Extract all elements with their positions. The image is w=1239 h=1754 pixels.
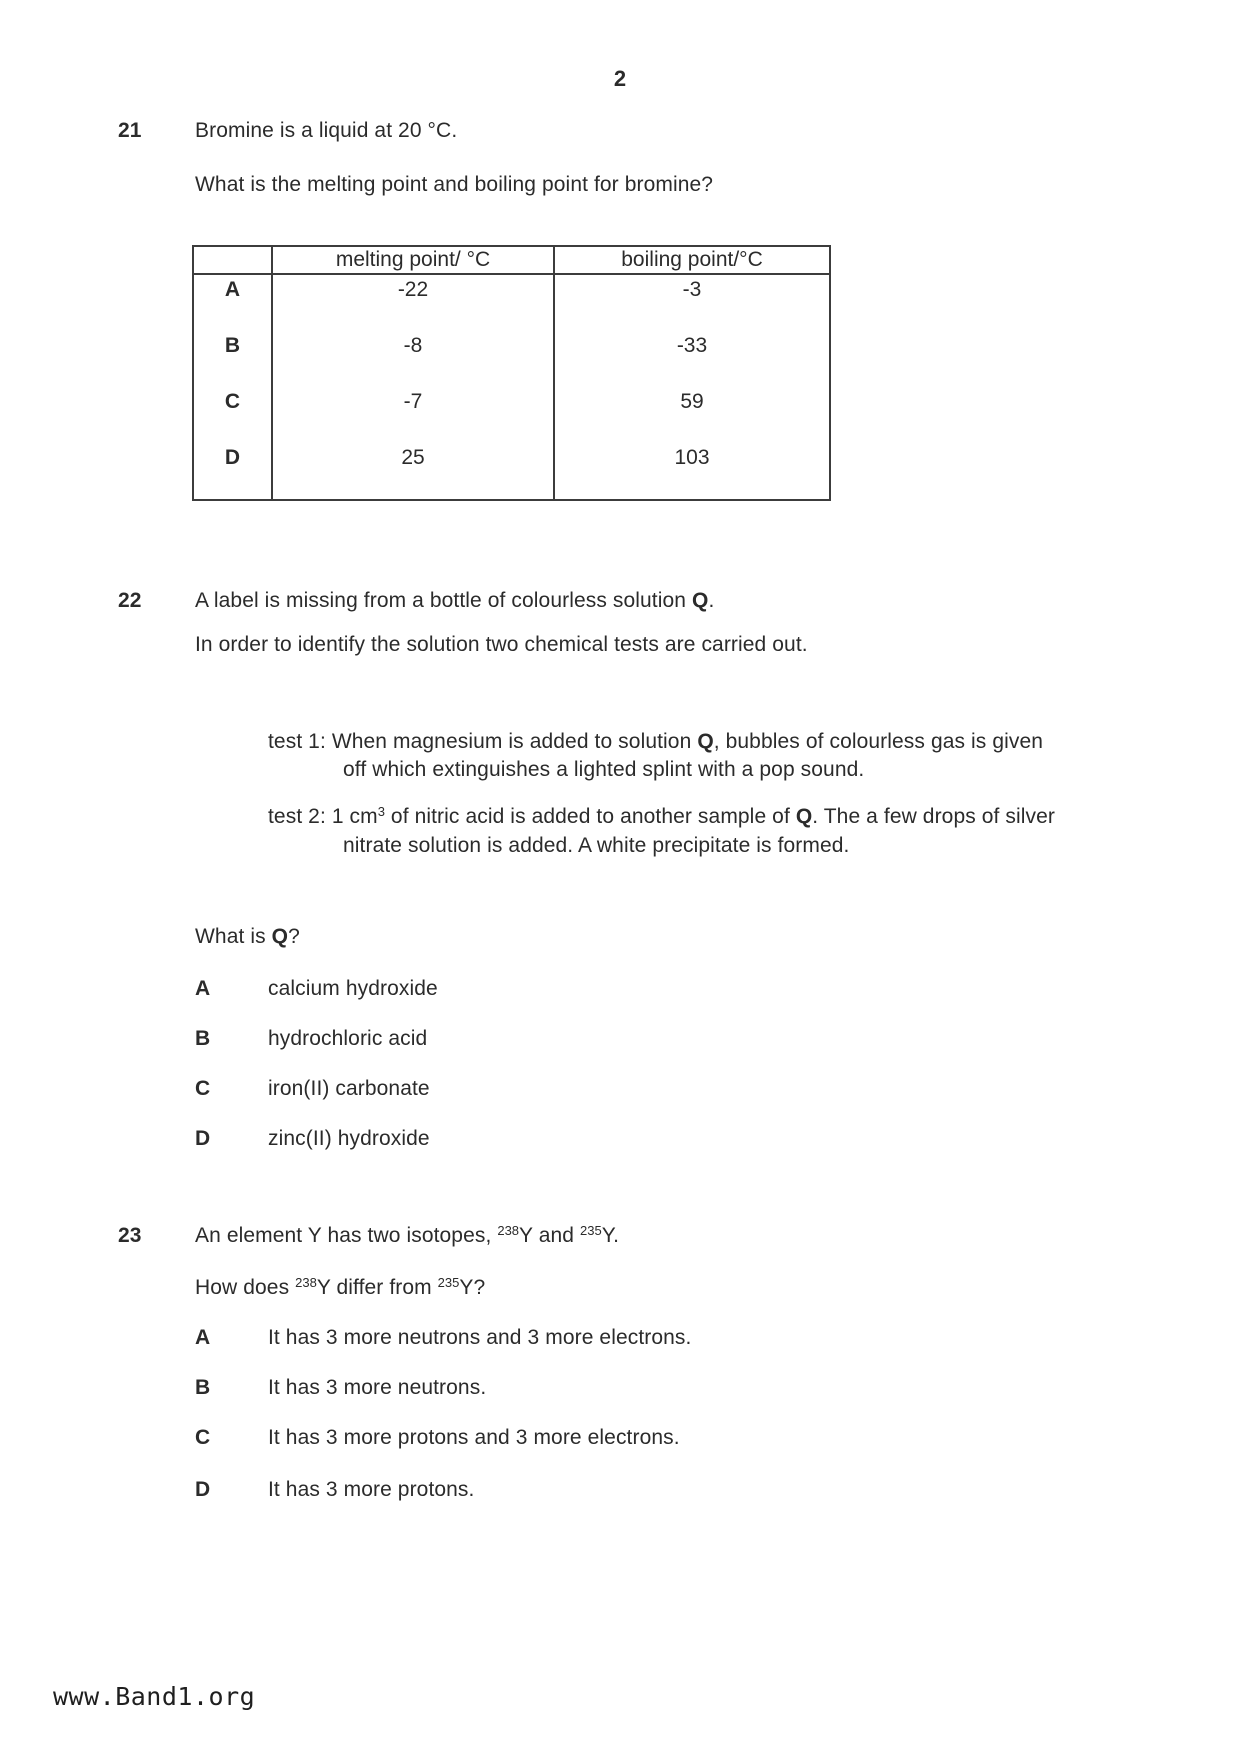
question-22-intro2: In order to identify the solution two chemical tests are carried out. [195, 633, 808, 656]
question-23-number: 23 [118, 1224, 142, 1247]
text-fragment: Y. [601, 1224, 620, 1247]
boiling-value: -3 [554, 274, 830, 331]
question-22-prompt [195, 924, 300, 950]
question-22-intro [195, 588, 714, 614]
page-number: 2 [613, 66, 627, 91]
q22-option-a-text: calcium hydroxide [268, 977, 438, 1000]
question-23-text [195, 1223, 619, 1251]
melting-boiling-table [192, 245, 831, 501]
q22-option-a-letter: A [195, 977, 211, 1000]
text-fragment: ? [288, 925, 300, 948]
q22-option-c-letter: C [195, 1077, 211, 1100]
question-21-text: Bromine is a liquid at 20 °C. [195, 119, 458, 142]
table-header-row [193, 246, 830, 274]
isotope-238-superscript: 238 [497, 1223, 520, 1238]
text-fragment: , bubbles of colourless gas is given [713, 730, 1044, 753]
text-fragment: Y and [519, 1224, 580, 1247]
row-letter: D [224, 446, 241, 469]
question-22-number: 22 [118, 589, 142, 612]
text-fragment: . [708, 589, 715, 612]
test-1-line2: off which extinguishes a lighted splint with a pop sound. [343, 758, 865, 781]
question-21-number: 21 [118, 119, 142, 142]
q23-option-a-letter: A [195, 1326, 211, 1349]
table-row [193, 387, 830, 443]
q22-option-b-letter: B [195, 1027, 211, 1050]
isotope-235-superscript: 235 [579, 1223, 602, 1238]
text-fragment: Y differ from [316, 1276, 438, 1299]
watermark-url: www.Band1.org [53, 1682, 256, 1711]
test-2-line2: nitrate solution is added. A white precipitate is formed. [343, 834, 850, 857]
table-row [193, 274, 830, 331]
row-letter: C [224, 390, 241, 413]
text-fragment: A label is missing from a bottle of colourless solution [195, 589, 692, 612]
solution-q-bold: Q [697, 730, 714, 753]
text-fragment: What is [195, 925, 272, 948]
q23-option-c-text: It has 3 more protons and 3 more electrons. [268, 1426, 680, 1449]
table-header-melting: melting point/ °C [272, 246, 554, 274]
table-header-blank [193, 246, 272, 274]
solution-q-bold: Q [271, 925, 289, 948]
melting-value: 25 [272, 443, 554, 500]
text-fragment: test 1: When magnesium is added to solution [268, 730, 698, 753]
text-fragment: . The a few drops of silver [812, 805, 1056, 828]
question-23-prompt [195, 1275, 485, 1303]
isotope-238-superscript: 238 [295, 1275, 317, 1290]
text-fragment: Y? [459, 1276, 486, 1299]
melting-value: -8 [272, 331, 554, 387]
row-letter: A [224, 278, 241, 301]
q23-option-d-letter: D [195, 1478, 211, 1501]
solution-q-bold: Q [795, 805, 813, 828]
test-2-line1 [268, 804, 1055, 832]
question-21-prompt: What is the melting point and boiling point for bromine? [195, 173, 714, 196]
q22-option-d-letter: D [195, 1127, 211, 1150]
text-fragment: test 2: 1 cm [268, 805, 378, 828]
q23-option-d-text: It has 3 more protons. [268, 1478, 475, 1501]
q22-option-d-text: zinc(II) hydroxide [268, 1127, 430, 1150]
table-header-boiling: boiling point/°C [554, 246, 830, 274]
isotope-235-superscript: 235 [437, 1275, 460, 1290]
text-fragment: of nitric acid is added to another sample of [384, 805, 796, 828]
q23-option-a-text: It has 3 more neutrons and 3 more electrons. [268, 1326, 692, 1349]
test-1-line1 [268, 729, 1043, 755]
text-fragment: An element Y has two isotopes, [195, 1224, 498, 1247]
boiling-value: 59 [554, 387, 830, 443]
melting-value: -7 [272, 387, 554, 443]
superscript-3: 3 [377, 804, 385, 819]
q22-option-b-text: hydrochloric acid [268, 1027, 428, 1050]
q23-option-c-letter: C [195, 1426, 211, 1449]
boiling-value: 103 [554, 443, 830, 500]
q23-option-b-text: It has 3 more neutrons. [268, 1376, 487, 1399]
solution-q-bold: Q [692, 589, 709, 612]
table-row [193, 331, 830, 387]
q22-option-c-text: iron(II) carbonate [268, 1077, 430, 1100]
row-letter: B [224, 334, 241, 357]
text-fragment: How does [195, 1276, 296, 1299]
table-row [193, 443, 830, 500]
melting-value: -22 [272, 274, 554, 331]
boiling-value: -33 [554, 331, 830, 387]
q23-option-b-letter: B [195, 1376, 211, 1399]
